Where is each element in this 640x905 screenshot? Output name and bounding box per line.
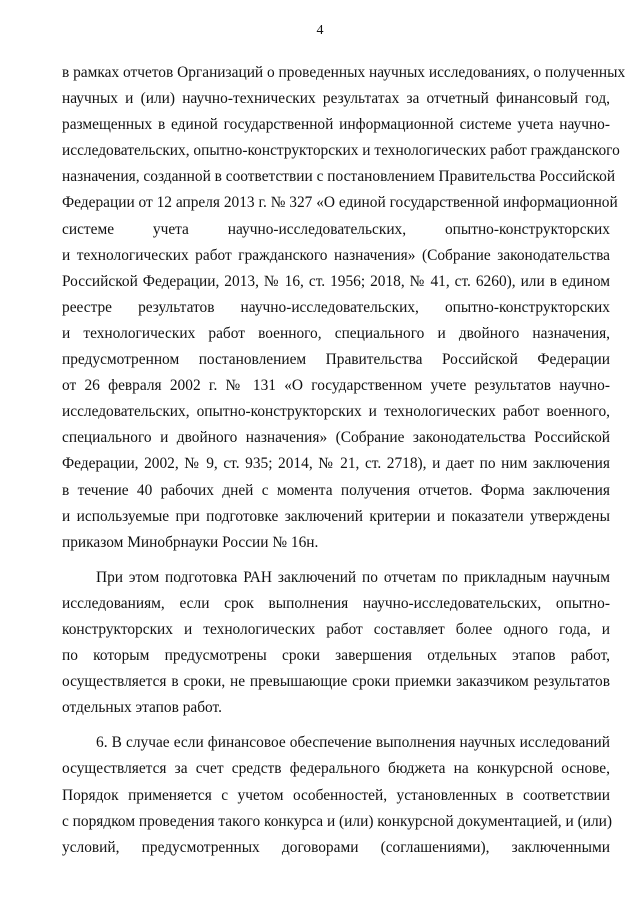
paragraph-gap bbox=[62, 556, 610, 565]
document-body bbox=[62, 60, 626, 861]
text-line: системе учета научно-исследовательских, опытно-конструкторских bbox=[62, 220, 610, 238]
page-number: 4 bbox=[316, 23, 324, 38]
text-line: условий, предусмотренных договорами (соглашениями), заключенными bbox=[62, 838, 610, 856]
paragraph-item-6 bbox=[62, 730, 610, 860]
text-line: специального и двойного назначения» (Собрание законодательства Российской bbox=[62, 429, 610, 447]
text-line: предусмотренном постановлением Правительства Российской Федерации bbox=[62, 351, 610, 369]
text-line: реестре результатов научно-исследовательских, опытно-конструкторских bbox=[62, 298, 610, 316]
text-line: от 26 февраля 2002 г. № 131 «О государственном учете результатов научно- bbox=[62, 377, 610, 395]
paragraph-gap bbox=[62, 721, 610, 730]
text-line: осуществляется в сроки, не превышающие сроки приемки заказчиком результатов bbox=[62, 673, 610, 691]
text-line: исследованиям, если срок выполнения научно-исследовательских, опытно- bbox=[62, 594, 610, 612]
text-line: назначения, созданной в соответствии с постановлением Правительства Российской bbox=[62, 168, 616, 186]
text-line: с порядком проведения такого конкурса и (или) конкурсной документацией, и (или) bbox=[62, 812, 612, 830]
text-line: размещенных в единой государственной информационной системе учета научно- bbox=[62, 116, 610, 134]
text-line: в течение 40 рабочих дней с момента получения отчетов. Форма заключения bbox=[62, 481, 610, 499]
text-line: Федерации от 12 апреля 2013 г. № 327 «О единой государственной информационной bbox=[62, 194, 618, 212]
text-line: Порядок применяется с учетом особенностей, установленных в соответствии bbox=[62, 786, 610, 804]
text-line: 6. В случае если финансовое обеспечение выполнения научных исследований bbox=[96, 734, 610, 752]
text-line: Федерации, 2002, № 9, ст. 935; 2014, № 21, ст. 2718), и дает по ним заключения bbox=[62, 455, 610, 473]
text-line: Российской Федерации, 2013, № 16, ст. 1956; 2018, № 41, ст. 6260), или в едином bbox=[62, 272, 610, 290]
text-line: приказом Минобрнауки России № 16н. bbox=[62, 533, 319, 551]
text-line: конструкторских и технологических работ составляет более одного года, и bbox=[62, 620, 610, 638]
text-line: и технологических работ военного, специального и двойного назначения, bbox=[62, 324, 610, 342]
text-line: и технологических работ гражданского назначения» (Собрание законодательства bbox=[62, 246, 610, 264]
text-line: по которым предусмотрены сроки завершения отдельных этапов работ, bbox=[62, 647, 610, 665]
text-line: исследовательских, опытно-конструкторских и технологических работ военного, bbox=[62, 403, 610, 421]
text-line: отдельных этапов работ. bbox=[62, 699, 222, 717]
text-line: в рамках отчетов Организаций о проведенных научных исследованиях, о полученных bbox=[62, 64, 626, 81]
text-line: и используемые при подготовке заключений критерии и показатели утверждены bbox=[62, 507, 610, 525]
text-line: исследовательских, опытно-конструкторских и технологических работ гражданского bbox=[62, 142, 620, 160]
text-line: научных и (или) научно-технических результатах за отчетный финансовый год, bbox=[62, 90, 610, 108]
text-line: осуществляется за счет средств федерального бюджета на конкурсной основе, bbox=[62, 760, 610, 778]
paragraph-continuation bbox=[62, 60, 626, 556]
paragraph-ras-conclusions bbox=[62, 565, 610, 722]
text-line: При этом подготовка РАН заключений по отчетам по прикладным научным bbox=[96, 568, 610, 586]
